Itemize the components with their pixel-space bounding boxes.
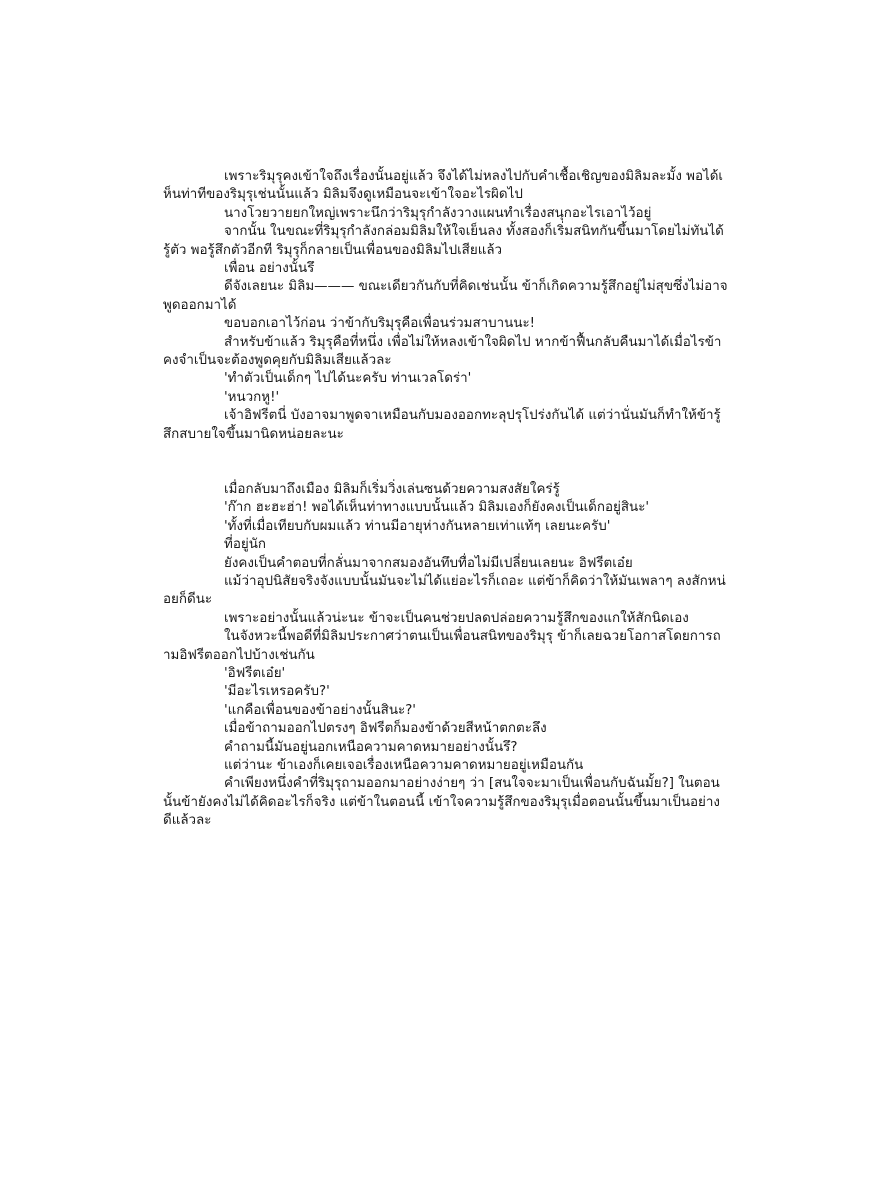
story-text xyxy=(163,168,728,831)
paragraph-1: เพราะริมุรุคงเข้าใจถึงเรื่องนั้นอยู่แล้ว จึงได้ไม่หลงไปกับคำเชื้อเชิญของมิลิมละมั้ง พอได้เห็นท่าทีของริมุรุเช่นนั้นแล้ว มิลิมจึงดูเหมือนจะเข้าใจอะไรผิดไป xyxy=(163,169,723,203)
paragraph-14: ในจังหวะนี้พอดีที่มิลิมประกาศว่าตนเป็นเพื่อนสนิทของริมุรุ ข้าก็เลยฉวยโอกาสโดยการถามอิฟรีตออกไปบ้างเช่นกัน xyxy=(163,629,721,663)
dialogue-ifrit-1: 'ทำตัวเป็นเด็กๆ ไปได้นะครับ ท่านเวลโดร่า' xyxy=(224,371,472,387)
dialogue-ifrit-2: 'ทั้งที่เมื่อเทียบกับผมแล้ว ท่านมีอายุห่างกันหลายเท่าแท้ๆ เลยนะครับ' xyxy=(224,518,611,534)
section-break xyxy=(163,444,728,462)
paragraph-16: คำถามนี้มันอยู่นอกเหนือความคาดหมายอย่างนั้นรึ? xyxy=(224,739,518,755)
paragraph-18: คำเพียงหนึ่งคำที่ริมุรุถามออกมาอย่างง่ายๆ ว่า [สนใจจะมาเป็นเพื่อนกับฉันมั้ย?] ในตอนนั้นข้ายังคงไม่ได้คิดอะไรก็จริง แต่ข้าในตอนนี้ เข้าใจความรู้สึกของริมุรุเมื่อตอนนั้นขึ้นมาเป็นอย่างดีแล้วละ xyxy=(163,776,720,829)
dialogue-veldora-4: 'แกคือเพื่อนของข้าอย่างนั้นสินะ?' xyxy=(224,702,416,718)
paragraph-12: แม้ว่าอุปนิสัยจริงจังแบบนั้นมันจะไม่ได้แย่อะไรก็เถอะ แต่ข้าก็คิดว่าให้มันเพลาๆ ลงสักหน่อยก็ดีนะ xyxy=(163,573,726,608)
paragraph-3: จากนั้น ในขณะที่ริมุรุกำลังกล่อมมิลิมให้ใจเย็นลง ทั้งสองก็เริ่มสนิทกันขึ้นมาโดยไม่ทันได้รู้ตัว พอรู้สึกตัวอีกที ริมุรุก็กลายเป็นเพื่อนของมิลิมไปเสียแล้ว xyxy=(163,224,724,258)
paragraph-9: เมื่อกลับมาถึงเมือง มิลิมก็เริ่มวิ่งเล่นซนด้วยความสงสัยใคร่รู้ xyxy=(224,481,560,497)
paragraph-5: ดีจังเลยนะ มิลิม——— ขณะเดียวกันกับที่คิดเช่นนั้น ข้าก็เกิดความรู้สึกอยู่ไม่สุขซึ่งไม่อาจพูดออกมาได้ xyxy=(163,279,728,313)
paragraph-11: ยังคงเป็นคำตอบที่กลั่นมาจากสมองอันทึบทื่อไม่มีเปลี่ยนเลยนะ อิฟรีตเอ๋ย xyxy=(224,555,633,571)
paragraph-4: เพื่อน อย่างนั้นรึ xyxy=(224,261,315,277)
paragraph-17: แต่ว่านะ ข้าเองก็เคยเจอเรื่องเหนือความคาดหมายอยู่เหมือนกัน xyxy=(224,757,584,773)
section-break-2 xyxy=(163,462,728,480)
dialogue-veldora-2: 'ก๊าก ฮะฮะฮ่า! พอได้เห็นท่าทางแบบนั้นแล้ว มิลิมเองก็ยังคงเป็นเด็กอยู่สินะ' xyxy=(224,500,650,516)
dialogue-veldora-3: 'อิฟรีตเอ๋ย' xyxy=(224,665,286,681)
paragraph-10: ที่อยู่นัก xyxy=(224,537,266,553)
paragraph-13: เพราะอย่างนั้นแล้วน่ะนะ ข้าจะเป็นคนช่วยปลดปล่อยความรู้สึกของแกให้สักนิดเอง xyxy=(224,610,689,626)
dialogue-ifrit-3: 'มีอะไรเหรอครับ?' xyxy=(224,684,330,700)
paragraph-8: เจ้าอิฟรีตนี่ บังอาจมาพูดจาเหมือนกับมองออกทะลุปรุโปร่งกันได้ แต่ว่านั่นมันก็ทำให้ข้ารู้สึกสบายใจขึ้นมานิดหน่อยละนะ xyxy=(163,408,721,442)
paragraph-7: สำหรับข้าแล้ว ริมุรุคือที่หนึ่ง เพื่อไม่ให้หลงเข้าใจผิดไป หากข้าฟื้นกลับคืนมาได้เมื่อไรข้าคงจำเป็นจะต้องพูดคุยกับมิลิมเสียแล้วละ xyxy=(163,334,722,369)
paragraph-2: นางโวยวายยกใหญ่เพราะนึกว่าริมุรุกำลังวางแผนทำเรื่องสนุกอะไรเอาไว้อยู่ xyxy=(224,205,652,221)
paragraph-15: เมื่อข้าถามออกไปตรงๆ อิฟรีตก็มองข้าด้วยสีหน้าตกตะลึง xyxy=(224,721,547,737)
paragraph-6: ขอบอกเอาไว้ก่อน ว่าข้ากับริมุรุคือเพื่อนร่วมสาบานนะ! xyxy=(224,316,536,332)
dialogue-veldora-1: 'หนวกหู!' xyxy=(224,389,280,405)
